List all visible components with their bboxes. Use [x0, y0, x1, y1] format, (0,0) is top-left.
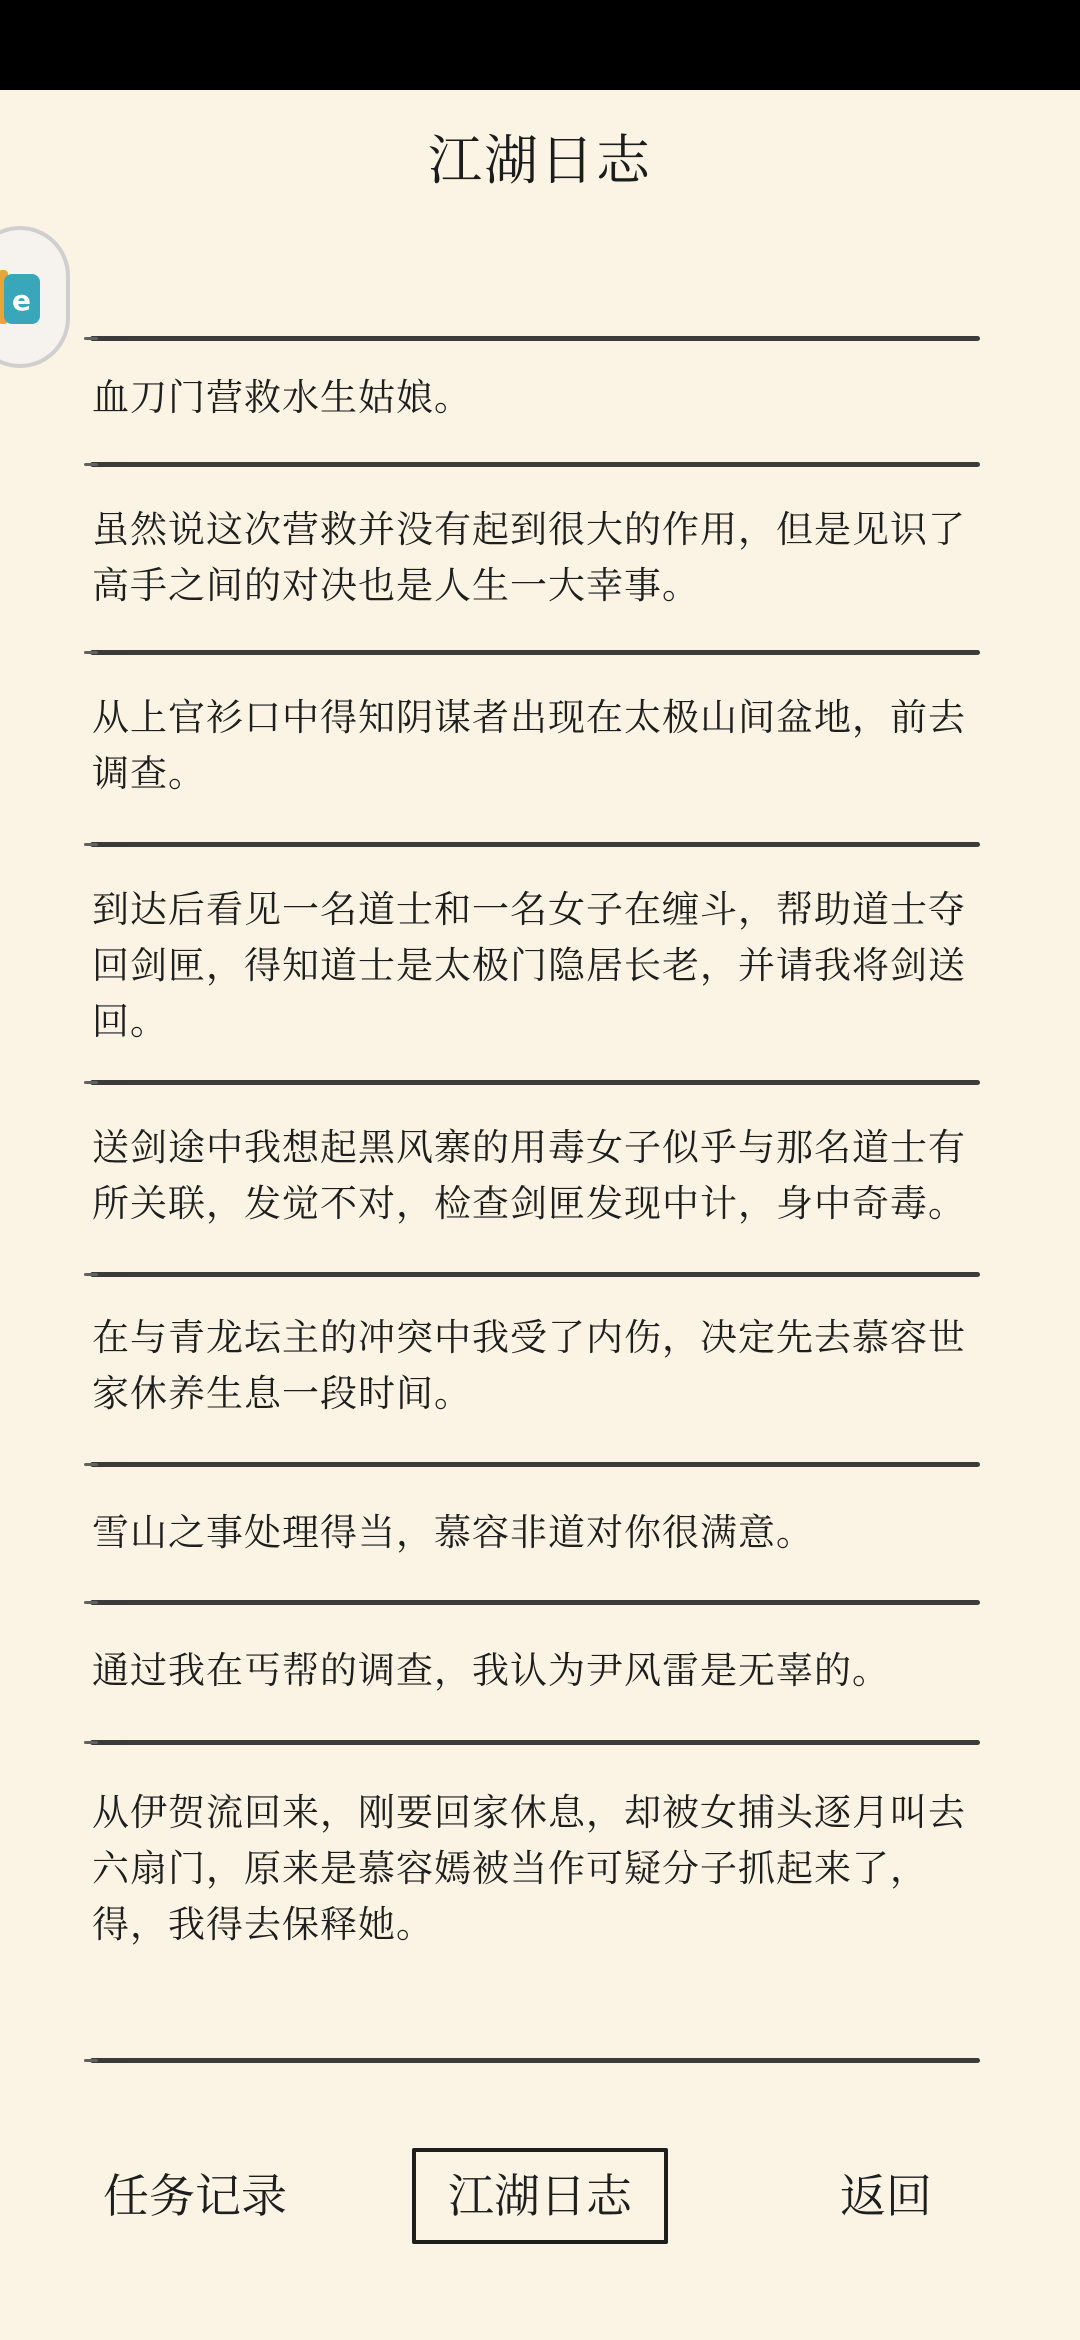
page-title: 江湖日志 — [428, 129, 652, 192]
journal-entry-6: 在与青龙坛主的冲突中我受了内伤，决定先去慕容世家休养生息一段时间。 — [92, 1316, 966, 1415]
journal-entry-7: 雪山之事处理得当，慕容非道对你很满意。 — [92, 1511, 814, 1554]
journal-entry-8: 通过我在丐帮的调查，我认为尹风雷是无辜的。 — [92, 1649, 890, 1692]
divider — [90, 1462, 980, 1467]
journal-entry-3: 从上官衫口中得知阴谋者出现在太极山间盆地，前去调查。 — [92, 696, 966, 795]
journal-entry-9: 从伊贺流回来，刚要回家休息，却被女捕头逐月叫去六扇门，原来是慕容嫣被当作可疑分子抓起来了，得，我得去保释她。 — [92, 1791, 966, 1946]
journal-entry-4: 到达后看见一名道士和一名女子在缠斗，帮助道士夺回剑匣，得知道士是太极门隐居长老，并请我将剑送回。 — [92, 888, 966, 1043]
journal-entry-1: 血刀门营救水生姑娘。 — [92, 376, 472, 419]
journal-entry-5: 送剑途中我想起黑风寨的用毒女子似乎与那名道士有所关联，发觉不对，检查剑匣发现中计，身中奇毒。 — [92, 1126, 966, 1225]
divider — [90, 650, 980, 655]
divider — [90, 1600, 980, 1605]
status-bar — [0, 0, 1080, 90]
divider — [90, 842, 980, 847]
divider — [90, 1080, 980, 1085]
tab-jianghu-journal[interactable]: 江湖日志 — [412, 2148, 668, 2244]
divider — [90, 336, 980, 341]
tab-task-record[interactable]: 任务记录 — [103, 2169, 287, 2223]
floating-assistant-button[interactable] — [0, 226, 70, 368]
divider — [90, 462, 980, 467]
journal-entry-2: 虽然说这次营救并没有起到很大的作用，但是见识了高手之间的对决也是人生一大幸事。 — [92, 508, 966, 607]
back-button[interactable]: 返回 — [840, 2169, 932, 2223]
divider — [90, 1740, 980, 1745]
app-badge-letter: e — [12, 284, 31, 317]
divider — [90, 2058, 980, 2063]
divider — [90, 1272, 980, 1277]
